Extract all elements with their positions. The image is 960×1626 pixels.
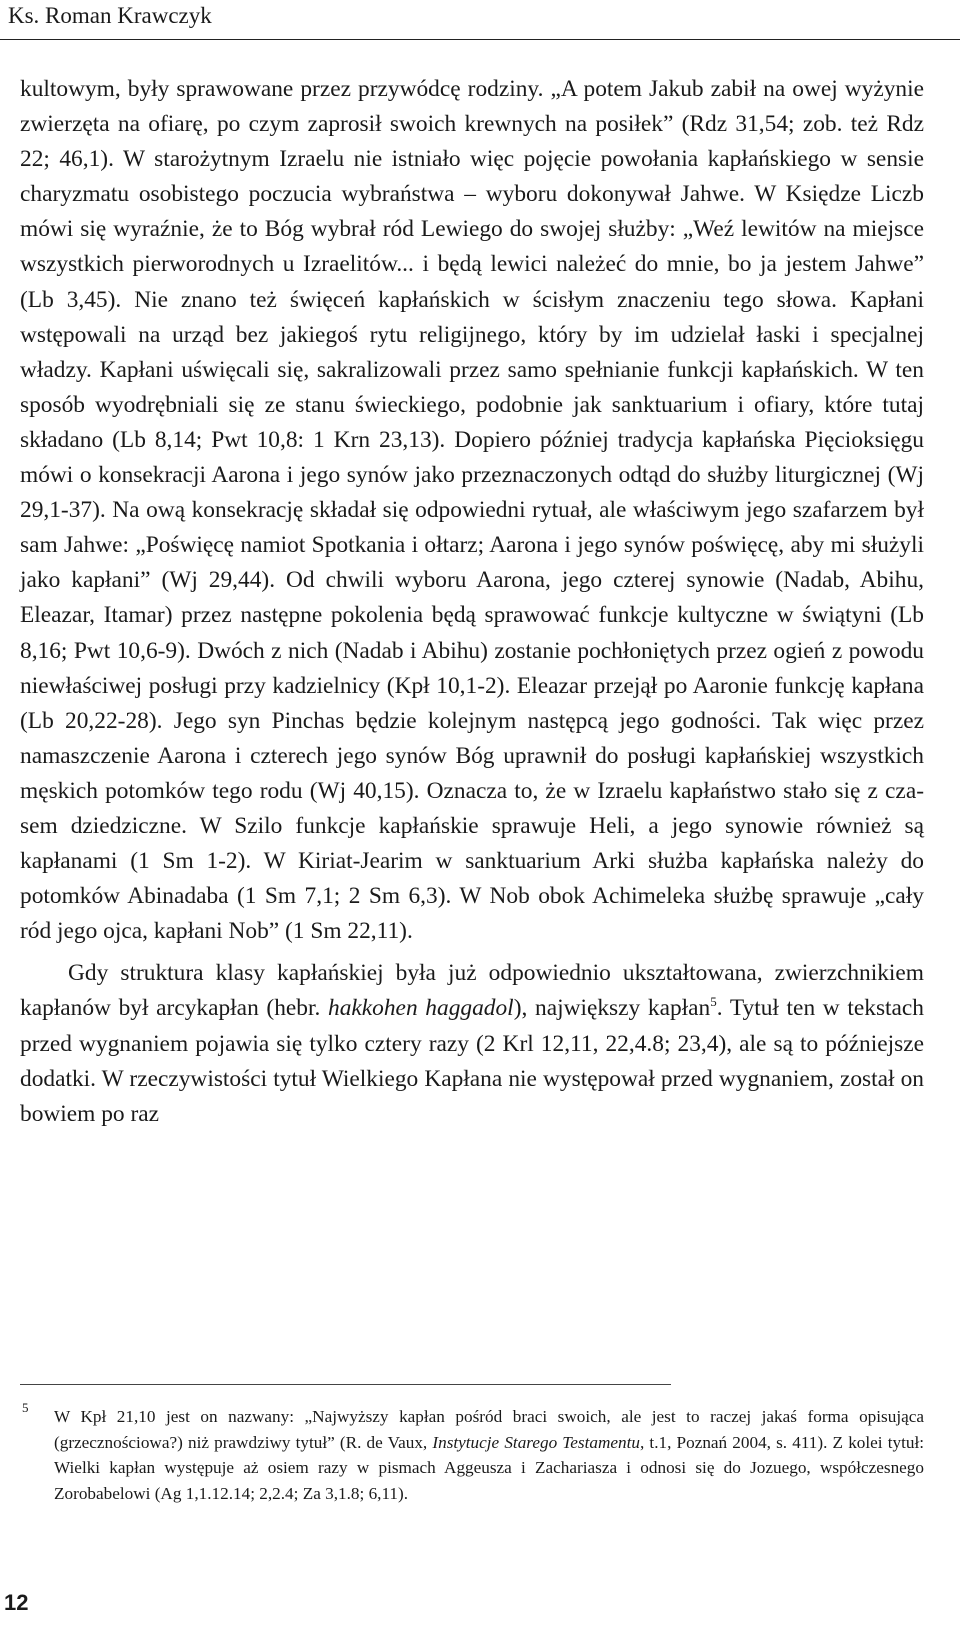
footnote-text — [54, 1404, 924, 1506]
page-number: 12 — [4, 1590, 29, 1615]
paragraph-text: . Tytuł ten w tekstach przed wygnaniem pojawia się tylko cztery razy (2 Krl 12,11, 22,4.8; 23,4), ale są to późniejsze dodatki. W rzeczywistości tytuł Wielkiego Kapłana nie występował przed wygnaniem, został on bowiem po raz — [20, 995, 925, 1127]
footnote-text-segment: W Kpł 21,10 jest on nazwany: „Najwyższy kapłan pośród braci swoich, ale jest to raczej jakaś forma opisująca (grzecznościowa?) niż prawdziwy tytuł” (R. de Vaux, — [54, 1407, 924, 1452]
paragraph-text: Gdy struktura klasy kapłańskiej była już odpowiednio ukształtowana, zwierzchnikiem kapłanów był arcykapłan (hebr. — [20, 960, 924, 1022]
footnote — [20, 1400, 924, 1506]
running-head — [0, 0, 960, 40]
footnote-reference[interactable]: 5 — [710, 994, 717, 1010]
paragraph-text: ), największy kapłan — [513, 995, 711, 1022]
paragraph — [20, 956, 924, 1131]
footnote-separator — [20, 1384, 671, 1385]
hebrew-term: hakkohen haggadol — [328, 995, 514, 1022]
paragraph: kultowym, były sprawowane przez przywódcę rodziny. „A potem Jakub zabił na owej wyżynie zwierzęta na ofiarę, po czym zaprosił swoich krewnych na posiłek” (Rdz 31,54; zob. też Rdz 22; 46,1). W starożytnym Izraelu nie istniało więc pojęcie powołania kapłańskiego w sensie charyzmatu osobistego poczucia wybraństwa – wyboru dokonywał Jahwe. W Księdze Liczb mówi się wyraźnie, że to Bóg wybrał ród Lewiego do swojej służby: „Weź lewitów na miejsce wszystkich pierworodnych u Izraelitów... i będą lewici należeć do mnie, bo ja jestem Jahwe” (Lb 3,45). Nie znano też święceń kapłańskich w ścisłym znaczeniu tego słowa. Kapłani wstępowali na urząd bez jakiegoś rytu religijnego, który by im udzielał łaski i specjalnej władzy. Kapłani uświęcali się, sakralizowali przez samo spełnianie funkcji kapłańskich. W ten sposób wyodrębniali się ze stanu świeckiego, podobnie jak sanktuarium i ofiary, które tutaj składano (Lb 8,14; Pwt 10,8: 1 Krn 23,13). Dopiero później tradycja kapłańska Pięcioksięgu mówi o konsekracji Aarona i jego synów jako przeznaczonych odtąd do służby liturgicznej (Wj 29,1-37). Na ową konsekrację składał się odpowiedni rytuał, ale właściwym jego szafarzem był sam Jahwe: „Poświęcę namiot Spotkania i ołtarz; Aarona i jego synów poświęcę, aby mi służyli jako kapłani” (Wj 29,44). Od chwili wyboru Aarona, jego czterej synowie (Nadab, Abihu, Eleazar, Itamar) przez następne pokolenia będą sprawować funkcje kultyczne w świątyni (Lb 8,16; Pwt 10,6-9). Dwóch z nich (Nadab i Abihu) zostanie pochłoniętych przez ogień z powodu niewłaściwej posługi przy kadzielnicy (Kpł 10,1-2). Eleazar przejął po Aaronie funkcję kapłana (Lb 20,22-28). Jego syn Pinchas będzie kolejnym następcą jego godności. Tak więc przez namaszczenie Aarona i czterech jego synów Bóg uprawnił do posługi kapłańskiej wszystkich męskich potomków tego rodu (Wj 40,15). Oznacza to, że w Izraelu kapłaństwo stało się z czasem dziedziczne. W Szilo funkcje kapłańskie sprawuje Heli, a jego synowie również są kapłanami (1 Sm 1-2). W Kiriat-Jearim w sanktuarium Arki służba kapłańska należy do potomków Abinadaba (1 Sm 7,1; 2 Sm 6,3). W Nob obok Achimeleka służbę sprawuje „cały ród jego ojca, kapłani Nob” (1 Sm 22,11). — [20, 76, 924, 945]
main-text — [20, 72, 924, 1132]
footnote-text-segment: , t.1, Poznań 2004, s. 411). Z kolei tytuł: Wielki kapłan występuje aż osiem razy w pismach Aggeusza i Zachariasza i odnosi się do Jozuego, współczesnego Zorobabelowi (Ag 1,1.12.14; 2,2.4; Za 3,1.8; 6,11). — [54, 1432, 924, 1503]
footnote-number: 5 — [22, 1400, 29, 1415]
running-head-author: Ks. Roman Krawczyk — [8, 3, 212, 28]
cited-book-title: Instytucje Starego Testamentu — [432, 1432, 640, 1452]
